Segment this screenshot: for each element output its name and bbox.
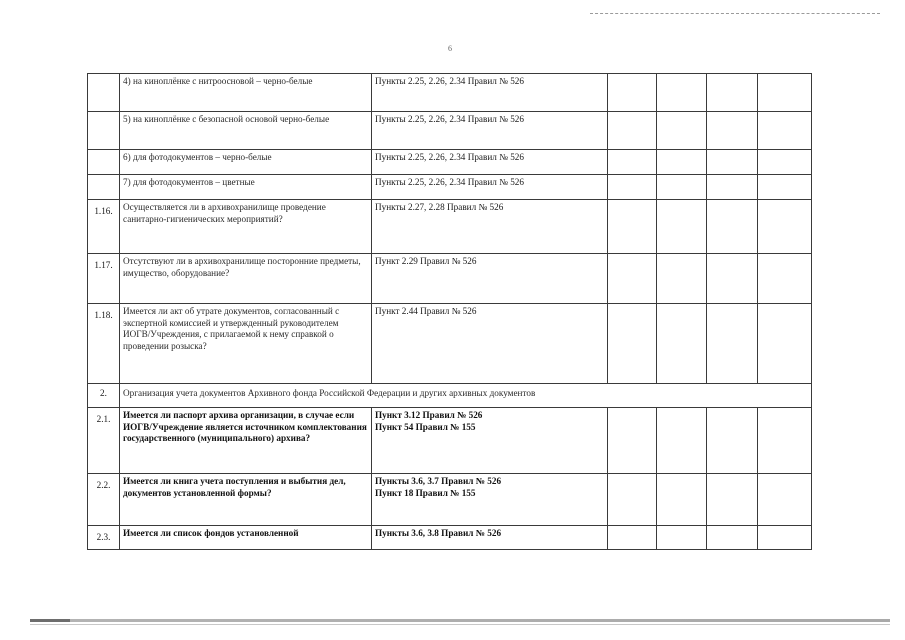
row-number: 1.18.: [88, 304, 120, 384]
table-row: [88, 408, 812, 474]
row-reference: Пункты 3.6, 3.8 Правил № 526: [372, 526, 608, 550]
table-row: [88, 474, 812, 526]
answer-cell-na: [707, 200, 758, 254]
table-row: [88, 526, 812, 550]
answer-cell-yes: [608, 150, 657, 175]
section-title: Организация учета документов Архивного фонда Российской Федерации и других архивных документов: [120, 384, 812, 408]
row-question: 4) на киноплёнке с нитроосновой – черно-белые: [120, 74, 372, 112]
answer-cell-na: [707, 175, 758, 200]
answer-cell-note: [758, 526, 812, 550]
answer-cell-na: [707, 150, 758, 175]
answer-cell-note: [758, 474, 812, 526]
answer-cell-yes: [608, 474, 657, 526]
row-reference: Пункты 2.25, 2.26, 2.34 Правил № 526: [372, 150, 608, 175]
answer-cell-yes: [608, 254, 657, 304]
row-question: 7) для фотодокументов – цветные: [120, 175, 372, 200]
answer-cell-yes: [608, 408, 657, 474]
answer-cell-no: [657, 150, 707, 175]
answer-cell-yes: [608, 112, 657, 150]
answer-cell-note: [758, 408, 812, 474]
table-row: [88, 175, 812, 200]
answer-cell-na: [707, 408, 758, 474]
answer-cell-na: [707, 74, 758, 112]
row-reference: Пункты 2.25, 2.26, 2.34 Правил № 526: [372, 74, 608, 112]
answer-cell-yes: [608, 74, 657, 112]
answer-cell-note: [758, 74, 812, 112]
answer-cell-na: [707, 112, 758, 150]
row-question: Имеется ли список фондов установленной: [120, 526, 372, 550]
scan-artifact-bottom-line: [30, 624, 890, 625]
answer-cell-yes: [608, 175, 657, 200]
row-number: [88, 112, 120, 150]
row-reference: Пункт 2.29 Правил № 526: [372, 254, 608, 304]
answer-cell-na: [707, 304, 758, 384]
checklist-table: [87, 73, 812, 550]
answer-cell-note: [758, 112, 812, 150]
table-row: [88, 304, 812, 384]
row-reference: Пункты 2.25, 2.26, 2.34 Правил № 526: [372, 112, 608, 150]
row-number: 1.16.: [88, 200, 120, 254]
row-reference: Пункт 2.44 Правил № 526: [372, 304, 608, 384]
answer-cell-na: [707, 254, 758, 304]
answer-cell-note: [758, 150, 812, 175]
answer-cell-no: [657, 112, 707, 150]
row-question: Имеется ли паспорт архива организации, в случае если ИОГВ/Учреждение является источником комплектования государственного (муниципального) архива?: [120, 408, 372, 474]
answer-cell-no: [657, 200, 707, 254]
row-number: 2.1.: [88, 408, 120, 474]
row-question: 6) для фотодокументов – черно-белые: [120, 150, 372, 175]
answer-cell-no: [657, 408, 707, 474]
row-reference: Пункт 3.12 Правил № 526 Пункт 54 Правил № 155: [372, 408, 608, 474]
answer-cell-note: [758, 254, 812, 304]
section-header-row: [88, 384, 812, 408]
answer-cell-note: [758, 200, 812, 254]
answer-cell-na: [707, 474, 758, 526]
answer-cell-no: [657, 254, 707, 304]
row-number: 1.17.: [88, 254, 120, 304]
row-question: Имеется ли акт об утрате документов, согласованный с экспертной комиссией и утвержденный руководителем ИОГВ/Учреждения, с прилагаемой к нему справкой о проведении розыска?: [120, 304, 372, 384]
scan-artifact-top: [590, 13, 880, 14]
row-question: Отсутствуют ли в архивохранилище посторонние предметы, имущество, оборудование?: [120, 254, 372, 304]
row-question: 5) на киноплёнке с безопасной основой черно-белые: [120, 112, 372, 150]
row-question: Осуществляется ли в архивохранилище проведение санитарно-гигиенических мероприятий?: [120, 200, 372, 254]
answer-cell-no: [657, 526, 707, 550]
row-number: 2.2.: [88, 474, 120, 526]
scan-artifact-bottom: [30, 619, 890, 622]
answer-cell-note: [758, 304, 812, 384]
row-reference: Пункты 3.6, 3.7 Правил № 526 Пункт 18 Правил № 155: [372, 474, 608, 526]
table-row: [88, 150, 812, 175]
row-number: [88, 150, 120, 175]
row-reference: Пункты 2.27, 2.28 Правил № 526: [372, 200, 608, 254]
row-number: [88, 74, 120, 112]
answer-cell-yes: [608, 304, 657, 384]
answer-cell-no: [657, 175, 707, 200]
answer-cell-yes: [608, 200, 657, 254]
row-number: 2.3.: [88, 526, 120, 550]
answer-cell-no: [657, 474, 707, 526]
answer-cell-no: [657, 304, 707, 384]
answer-cell-note: [758, 175, 812, 200]
table-row: [88, 112, 812, 150]
row-question: Имеется ли книга учета поступления и выбытия дел, документов установленной формы?: [120, 474, 372, 526]
section-number: 2.: [88, 384, 120, 408]
answer-cell-no: [657, 74, 707, 112]
answer-cell-na: [707, 526, 758, 550]
table-row: [88, 254, 812, 304]
table-row: [88, 200, 812, 254]
row-reference: Пункты 2.25, 2.26, 2.34 Правил № 526: [372, 175, 608, 200]
answer-cell-yes: [608, 526, 657, 550]
page-number: 6: [448, 44, 452, 53]
table-row: [88, 74, 812, 112]
row-number: [88, 175, 120, 200]
